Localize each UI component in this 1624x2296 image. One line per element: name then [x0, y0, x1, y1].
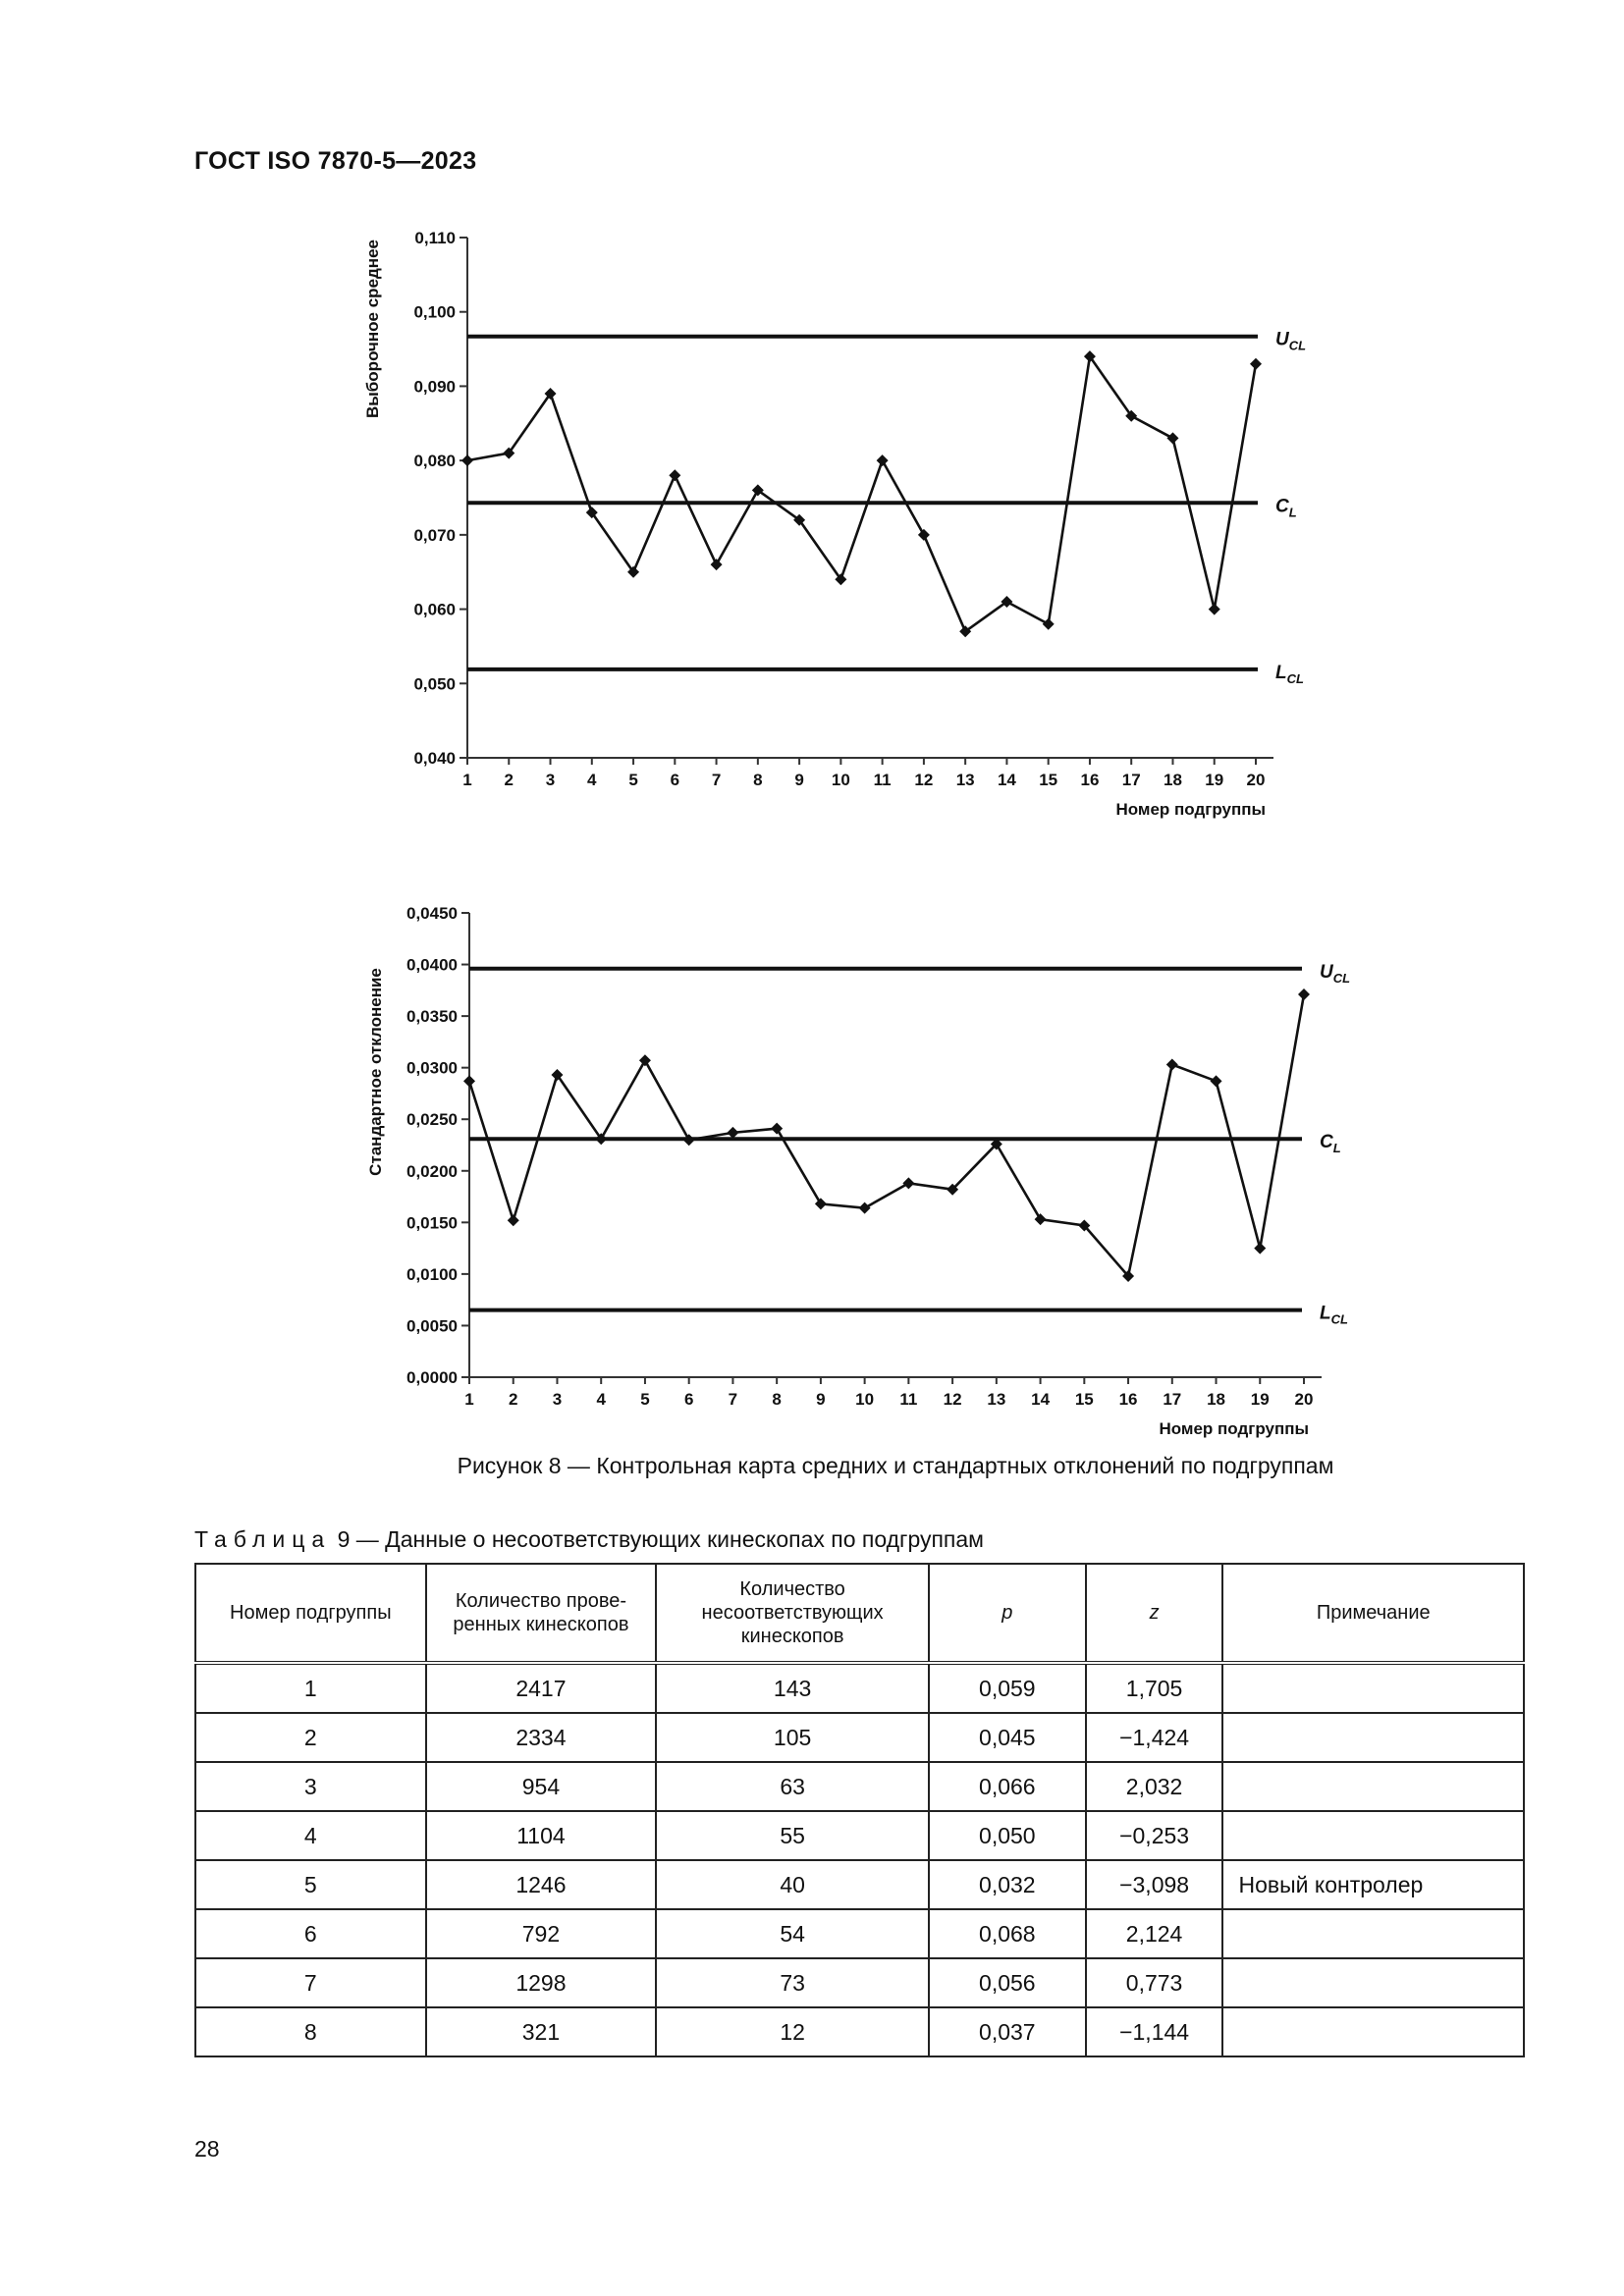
mean-control-chart [0, 216, 1624, 825]
cell-subgroup: 8 [195, 2007, 426, 2056]
cell-z: 2,124 [1086, 1909, 1223, 1958]
mean-chart-series-line [467, 356, 1256, 631]
header-subgroup-number: Номер подгруппы [195, 1564, 426, 1663]
cell-inspected: 1298 [426, 1958, 657, 2007]
stddev-chart-series-line [469, 994, 1304, 1276]
mean-chart-x-tick-label: 15 [1039, 771, 1058, 789]
stddev-chart-data-point [1254, 1243, 1266, 1255]
table-row [195, 1811, 1524, 1860]
limit-label-sub: CL [1330, 1311, 1348, 1327]
mean-chart-x-tick-label: 4 [587, 771, 597, 789]
header-note: Примечание [1222, 1564, 1524, 1663]
mean-chart-x-tick-label: 19 [1205, 771, 1224, 789]
mean-control-chart-svg [0, 216, 1624, 825]
stddev-chart-x-tick-label: 8 [772, 1390, 782, 1409]
cell-subgroup: 2 [195, 1713, 426, 1762]
limit-label-sub: CL [1286, 670, 1304, 686]
mean-chart-x-tick-label: 9 [794, 771, 804, 789]
header-nonconf-line1: Количество [739, 1578, 845, 1600]
cell-note [1222, 1909, 1524, 1958]
cell-subgroup: 5 [195, 1860, 426, 1909]
stddev-chart-y-tick-label: 0,0400 [406, 955, 458, 975]
stddev-chart-data-point [771, 1123, 783, 1135]
cell-p: 0,068 [929, 1909, 1086, 1958]
limit-label-main: C [1320, 1132, 1333, 1153]
stddev-chart-x-tick-label: 13 [987, 1390, 1006, 1409]
stddev-chart-data-point [859, 1202, 871, 1214]
cell-z: −1,144 [1086, 2007, 1223, 2056]
stddev-chart-x-tick-label: 2 [509, 1390, 518, 1409]
mean-chart-x-tick-label: 8 [753, 771, 763, 789]
stddev-chart-control-limit-label [1320, 1132, 1341, 1155]
stddev-chart-x-tick-label: 19 [1250, 1390, 1270, 1409]
mean-chart-control-limit-label [1275, 330, 1306, 353]
stddev-chart-data-point [1035, 1213, 1047, 1225]
cell-subgroup: 7 [195, 1958, 426, 2007]
cell-nonconforming: 12 [656, 2007, 929, 2056]
mean-chart-x-axis-label: Номер подгруппы [1115, 800, 1266, 819]
mean-chart-y-axis-label: Выборочное среднее [363, 240, 382, 418]
mean-chart-x-tick-label: 12 [914, 771, 934, 789]
cell-note [1222, 2007, 1524, 2056]
mean-chart-data-point [877, 454, 889, 466]
stddev-chart-x-tick-label: 17 [1163, 1390, 1182, 1409]
header-nonconforming-count [656, 1564, 929, 1663]
mean-chart-x-tick-label: 16 [1080, 771, 1100, 789]
cell-nonconforming: 55 [656, 1811, 929, 1860]
cell-subgroup: 3 [195, 1762, 426, 1811]
mean-chart-y-tick-label: 0,110 [414, 229, 456, 247]
cell-z: −0,253 [1086, 1811, 1223, 1860]
mean-chart-data-point [711, 559, 723, 570]
cell-p: 0,059 [929, 1663, 1086, 1713]
cell-p: 0,066 [929, 1762, 1086, 1811]
cell-z: 0,773 [1086, 1958, 1223, 2007]
stddev-chart-data-point [815, 1198, 827, 1209]
mean-chart-x-tick-label: 10 [831, 771, 850, 789]
stddev-chart-x-tick-label: 5 [640, 1390, 650, 1409]
mean-chart-x-tick-label: 6 [670, 771, 680, 789]
header-z: z [1086, 1564, 1223, 1663]
table-row [195, 2007, 1524, 2056]
stddev-chart-data-point [1298, 988, 1310, 1000]
cell-subgroup: 6 [195, 1909, 426, 1958]
mean-chart-y-tick-label: 0,100 [413, 302, 456, 322]
mean-chart-x-tick-label: 2 [504, 771, 514, 789]
mean-chart-y-tick-label: 0,060 [413, 600, 456, 619]
cell-note [1222, 1713, 1524, 1762]
table-header-row [195, 1564, 1524, 1663]
header-inspected-count [426, 1564, 657, 1663]
mean-chart-control-limit-label [1275, 496, 1297, 519]
figure-caption: Рисунок 8 — Контрольная карта средних и стандартных отклонений по подгруппам [457, 1453, 1334, 1478]
cell-p: 0,045 [929, 1713, 1086, 1762]
stddev-chart-y-tick-label: 0,0000 [406, 1368, 458, 1387]
stddev-chart-x-tick-label: 9 [816, 1390, 826, 1409]
cell-inspected: 1104 [426, 1811, 657, 1860]
stddev-control-chart [0, 879, 1624, 1458]
cell-p: 0,056 [929, 1958, 1086, 2007]
stddev-chart-y-tick-label: 0,0100 [406, 1264, 458, 1284]
limit-label-main: U [1320, 961, 1333, 983]
stddev-chart-x-tick-label: 16 [1118, 1390, 1138, 1409]
cell-inspected: 1246 [426, 1860, 657, 1909]
mean-chart-x-tick-label: 1 [462, 771, 472, 789]
table-caption-prefix: Таблица [194, 1526, 332, 1552]
stddev-chart-x-tick-label: 7 [728, 1390, 738, 1409]
mean-chart-x-tick-label: 13 [955, 771, 975, 789]
cell-note [1222, 1663, 1524, 1713]
stddev-chart-data-point [508, 1214, 519, 1226]
cell-note [1222, 1762, 1524, 1811]
mean-chart-x-tick-label: 17 [1121, 771, 1141, 789]
stddev-chart-x-tick-label: 11 [899, 1390, 918, 1409]
stddev-chart-y-tick-label: 0,0300 [406, 1058, 458, 1078]
stddev-chart-x-tick-label: 15 [1074, 1390, 1094, 1409]
stddev-chart-x-tick-label: 12 [943, 1390, 962, 1409]
cell-inspected: 2417 [426, 1663, 657, 1713]
stddev-chart-x-tick-label: 6 [683, 1390, 694, 1409]
table-row [195, 1762, 1524, 1811]
stddev-chart-y-tick-label: 0,0250 [406, 1110, 458, 1130]
stddev-chart-x-tick-label: 3 [552, 1390, 563, 1409]
cell-nonconforming: 54 [656, 1909, 929, 1958]
cell-nonconforming: 73 [656, 1958, 929, 2007]
table-row [195, 1860, 1524, 1909]
mean-chart-data-point [461, 454, 473, 466]
mean-chart-data-point [669, 469, 680, 481]
limit-label-main: C [1275, 496, 1289, 517]
stddev-chart-x-tick-label: 18 [1207, 1390, 1225, 1409]
cell-nonconforming: 105 [656, 1713, 929, 1762]
stddev-chart-data-point [902, 1177, 914, 1189]
mean-chart-data-point [1209, 604, 1220, 615]
limit-label-sub: CL [1332, 970, 1351, 986]
cell-inspected: 321 [426, 2007, 657, 2056]
limit-label-sub: L [1288, 505, 1297, 520]
mean-chart-x-tick-label: 18 [1164, 771, 1182, 789]
header-inspected-line2: ренных кинескопов [453, 1614, 629, 1635]
mean-chart-x-tick-label: 3 [545, 771, 556, 789]
limit-label-main: U [1275, 329, 1289, 350]
stddev-chart-x-tick-label: 1 [464, 1390, 474, 1409]
cell-subgroup: 4 [195, 1811, 426, 1860]
stddev-chart-x-tick-label: 10 [855, 1390, 875, 1409]
cell-inspected: 954 [426, 1762, 657, 1811]
cell-nonconforming: 143 [656, 1663, 929, 1713]
table-row [195, 1909, 1524, 1958]
stddev-chart-x-tick-label: 4 [596, 1390, 606, 1409]
stddev-chart-data-point [683, 1134, 695, 1146]
limit-label-main: L [1320, 1303, 1331, 1324]
cell-note [1222, 1958, 1524, 2007]
header-nonconf-line3: кинескопов [740, 1626, 844, 1647]
stddev-chart-y-tick-label: 0,0150 [406, 1213, 458, 1233]
mean-chart-x-tick-label: 11 [873, 771, 892, 789]
document-header: ГОСТ ISO 7870-5—2023 [194, 147, 477, 175]
page-number: 28 [194, 2136, 220, 2162]
table-row [195, 1958, 1524, 2007]
mean-chart-x-tick-label: 5 [628, 771, 638, 789]
cell-p: 0,032 [929, 1860, 1086, 1909]
stddev-chart-x-tick-label: 14 [1031, 1390, 1051, 1409]
mean-chart-x-tick-label: 14 [997, 771, 1016, 789]
stddev-chart-data-point [727, 1127, 738, 1139]
stddev-chart-data-point [1166, 1059, 1178, 1071]
cell-z: −3,098 [1086, 1860, 1223, 1909]
cell-p: 0,037 [929, 2007, 1086, 2056]
cell-inspected: 792 [426, 1909, 657, 1958]
stddev-chart-data-point [1211, 1075, 1222, 1087]
cell-nonconforming: 40 [656, 1860, 929, 1909]
stddev-chart-data-point [463, 1075, 475, 1087]
cell-note [1222, 1811, 1524, 1860]
stddev-chart-y-axis-label: Стандартное отклонение [366, 968, 385, 1176]
stddev-chart-y-tick-label: 0,0350 [406, 1007, 458, 1027]
mean-chart-data-point [1043, 618, 1055, 630]
stddev-control-chart-svg [0, 879, 1624, 1458]
subgroup-data-table [194, 1563, 1525, 2057]
stddev-chart-x-axis-label: Номер подгруппы [1159, 1419, 1309, 1438]
mean-chart-y-tick-label: 0,040 [413, 749, 456, 768]
stddev-chart-y-tick-label: 0,0200 [406, 1161, 458, 1181]
stddev-chart-y-tick-label: 0,0050 [406, 1316, 458, 1336]
mean-chart-control-limit-label [1275, 663, 1304, 686]
limit-label-sub: L [1332, 1141, 1341, 1156]
mean-chart-y-tick-label: 0,050 [413, 674, 456, 694]
stddev-chart-x-tick-label: 20 [1294, 1390, 1314, 1409]
stddev-chart-control-limit-label [1320, 1304, 1348, 1327]
mean-chart-y-tick-label: 0,080 [413, 452, 456, 471]
header-inspected-line1: Количество прове- [455, 1590, 627, 1612]
cell-nonconforming: 63 [656, 1762, 929, 1811]
mean-chart-x-tick-label: 7 [711, 771, 722, 789]
mean-chart-y-tick-label: 0,090 [413, 377, 456, 397]
table-row [195, 1663, 1524, 1713]
cell-p: 0,050 [929, 1811, 1086, 1860]
mean-chart-data-point [1166, 432, 1178, 444]
stddev-chart-control-limit-label [1320, 962, 1350, 986]
header-nonconf-line2: несоответствующих [701, 1602, 884, 1624]
table-caption-text: 9 — Данные о несоответствующих кинескопах по подгруппам [331, 1526, 984, 1552]
table-caption [194, 1526, 984, 1553]
cell-inspected: 2334 [426, 1713, 657, 1762]
limit-label-main: L [1275, 662, 1287, 683]
limit-label-sub: CL [1288, 338, 1307, 353]
stddev-chart-data-point [639, 1054, 651, 1066]
header-p: p [929, 1564, 1086, 1663]
table-row [195, 1713, 1524, 1762]
cell-subgroup: 1 [195, 1663, 426, 1713]
cell-note: Новый контролер [1222, 1860, 1524, 1909]
mean-chart-x-tick-label: 20 [1246, 771, 1266, 789]
cell-z: 1,705 [1086, 1663, 1223, 1713]
mean-chart-data-point [1250, 358, 1262, 370]
mean-chart-y-tick-label: 0,070 [413, 525, 456, 545]
stddev-chart-y-tick-label: 0,0450 [406, 904, 458, 923]
mean-chart-data-point [918, 529, 930, 541]
cell-z: 2,032 [1086, 1762, 1223, 1811]
cell-z: −1,424 [1086, 1713, 1223, 1762]
